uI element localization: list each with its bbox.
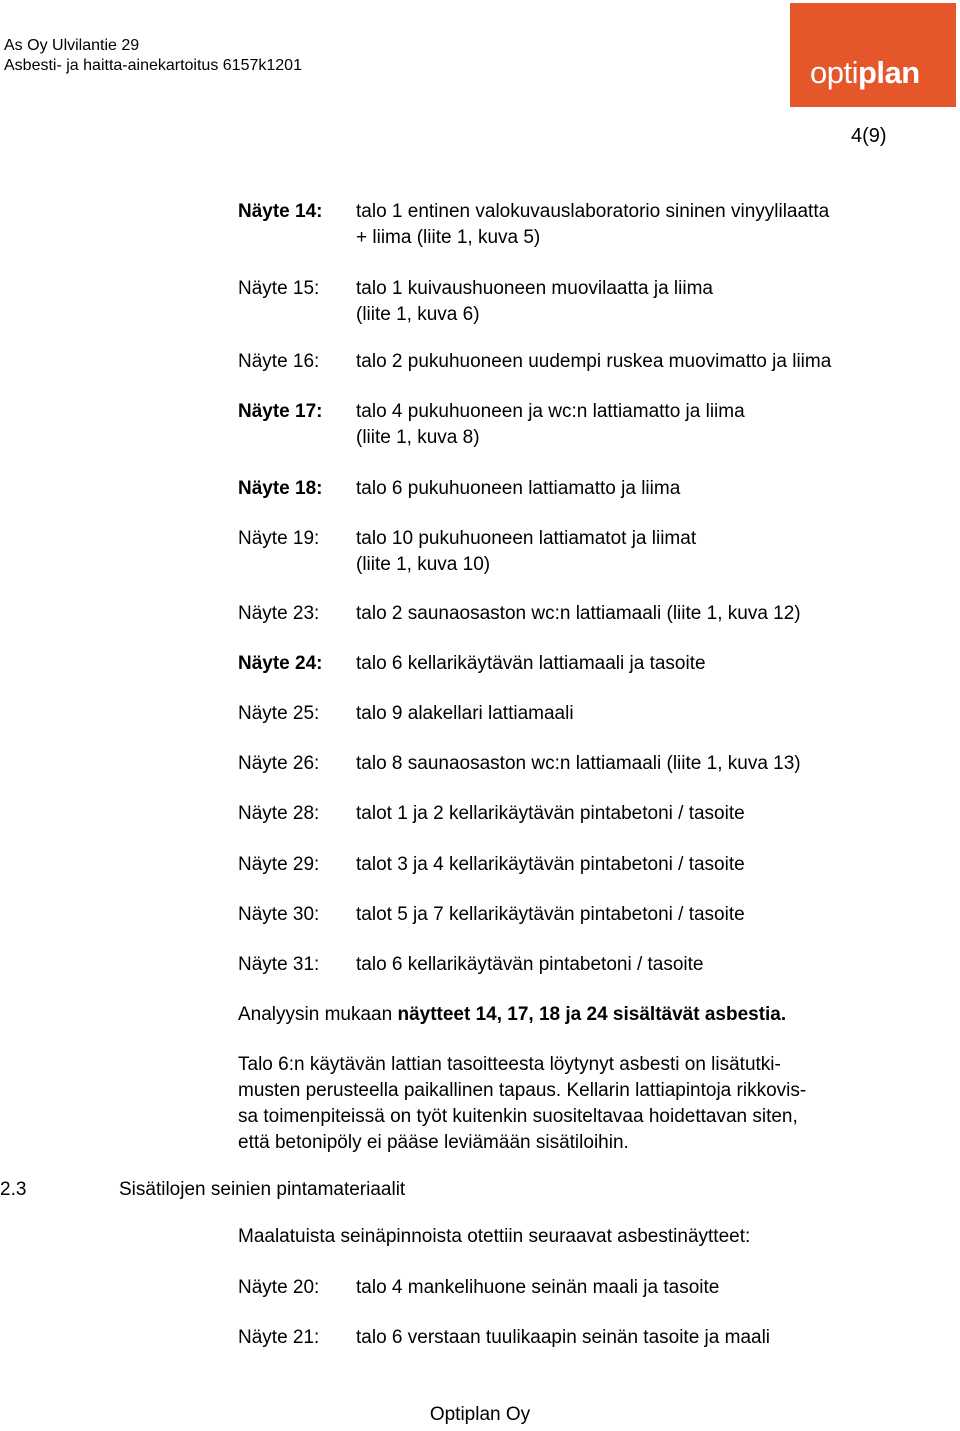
analysis-prefix: Analyysin mukaan — [238, 1004, 398, 1025]
sample-label: Näyte 30: — [238, 904, 320, 925]
note-line: musten perusteella paikallinen tapaus. Kellarin lattiapintoja rikkovis- — [238, 1080, 807, 1101]
sample-description — [356, 476, 916, 502]
page-number: 4(9) — [851, 125, 887, 147]
sample-label: Näyte 17: — [238, 401, 323, 422]
sample-label: Näyte 20: — [238, 1277, 320, 1298]
sample-description — [356, 1325, 916, 1351]
sample-label: Näyte 18: — [238, 478, 323, 499]
sample-description-line: talo 6 kellarikäytävän lattiamaali ja tasoite — [356, 653, 706, 674]
sample-description-line: talo 6 verstaan tuulikaapin seinän tasoite ja maali — [356, 1327, 771, 1348]
sample-label: Näyte 29: — [238, 854, 320, 875]
logo-text-bold: plan — [857, 55, 920, 90]
sample-description-line: + liima (liite 1, kuva 5) — [356, 227, 541, 248]
sample-label: Näyte 26: — [238, 753, 320, 774]
sample-label: Näyte 28: — [238, 803, 320, 824]
logo-text — [810, 55, 920, 91]
sample-description-line: talo 9 alakellari lattiamaali — [356, 703, 574, 724]
sample-description — [356, 651, 916, 677]
sample-description — [356, 199, 916, 251]
sample-description — [356, 701, 916, 727]
section-title: Sisätilojen seinien pintamateriaalit — [119, 1179, 406, 1200]
document-footer: Optiplan Oy — [429, 1404, 531, 1425]
sample-description — [356, 801, 916, 827]
analysis-highlight: näytteet 14, 17, 18 ja 24 sisältävät asbestia. — [397, 1004, 787, 1025]
sample-description-line: talo 1 entinen valokuvauslaboratorio sininen vinyylilaatta — [356, 201, 830, 222]
sample-description-line: talot 3 ja 4 kellarikäytävän pintabetoni / tasoite — [356, 854, 745, 875]
sample-description-line: talo 4 mankelihuone seinän maali ja tasoite — [356, 1277, 720, 1298]
sample-label: Näyte 24: — [238, 653, 323, 674]
sample-description-line: talot 1 ja 2 kellarikäytävän pintabetoni / tasoite — [356, 803, 745, 824]
sample-label: Näyte 15: — [238, 278, 320, 299]
sample-label: Näyte 31: — [238, 954, 320, 975]
sample-description-line: talo 6 kellarikäytävän pintabetoni / tasoite — [356, 954, 704, 975]
sample-description-line: talo 2 pukuhuoneen uudempi ruskea muovimatto ja liima — [356, 351, 832, 372]
document-header — [4, 36, 302, 76]
sample-label: Näyte 21: — [238, 1327, 320, 1348]
sample-label: Näyte 16: — [238, 351, 320, 372]
sample-description — [356, 276, 916, 328]
sample-description — [356, 399, 916, 451]
sample-description-line: talot 5 ja 7 kellarikäytävän pintabetoni / tasoite — [356, 904, 745, 925]
header-report-title: Asbesti- ja haitta-ainekartoitus 6157k1201 — [4, 57, 302, 74]
logo-text-light: opti — [810, 55, 858, 90]
note-line: Talo 6:n käytävän lattian tasoitteesta löytynyt asbesti on lisätutki- — [238, 1054, 781, 1075]
sample-description — [356, 952, 916, 978]
sample-description — [356, 902, 916, 928]
sample-label: Näyte 25: — [238, 703, 320, 724]
sample-description-line: talo 2 saunaosaston wc:n lattiamaali (liite 1, kuva 12) — [356, 603, 801, 624]
sample-description-line: talo 8 saunaosaston wc:n lattiamaali (liite 1, kuva 13) — [356, 753, 801, 774]
sample-description-line: (liite 1, kuva 8) — [356, 427, 480, 448]
sample-description — [356, 526, 916, 578]
note-paragraph — [238, 1052, 806, 1156]
note-line: sa toimenpiteissä on työt kuitenkin suositeltavaa hoidettavan siten, — [238, 1106, 798, 1127]
note-line: että betonipöly ei pääse leviämään sisätiloihin. — [238, 1132, 629, 1153]
section-number: 2.3 — [0, 1179, 27, 1200]
sample-description-line: talo 4 pukuhuoneen ja wc:n lattiamatto ja liima — [356, 401, 745, 422]
sample-description-line: (liite 1, kuva 6) — [356, 304, 480, 325]
sample-label: Näyte 14: — [238, 201, 323, 222]
sample-label: Näyte 23: — [238, 603, 320, 624]
analysis-result — [238, 1002, 786, 1028]
sample-description — [356, 1275, 916, 1301]
sample-description-line: talo 10 pukuhuoneen lattiamatot ja liimat — [356, 528, 697, 549]
optiplan-logo — [790, 3, 956, 107]
sample-description — [356, 349, 916, 375]
sample-description-line: talo 6 pukuhuoneen lattiamatto ja liima — [356, 478, 681, 499]
sample-description — [356, 852, 916, 878]
sample-description — [356, 601, 916, 627]
sample-description-line: talo 1 kuivaushuoneen muovilaatta ja liima — [356, 278, 713, 299]
sample-description-line: (liite 1, kuva 10) — [356, 554, 491, 575]
section-intro: Maalatuista seinäpinnoista otettiin seuraavat asbestinäytteet: — [238, 1226, 751, 1247]
header-company: As Oy Ulvilantie 29 — [4, 37, 140, 54]
sample-label: Näyte 19: — [238, 528, 320, 549]
sample-description — [356, 751, 916, 777]
